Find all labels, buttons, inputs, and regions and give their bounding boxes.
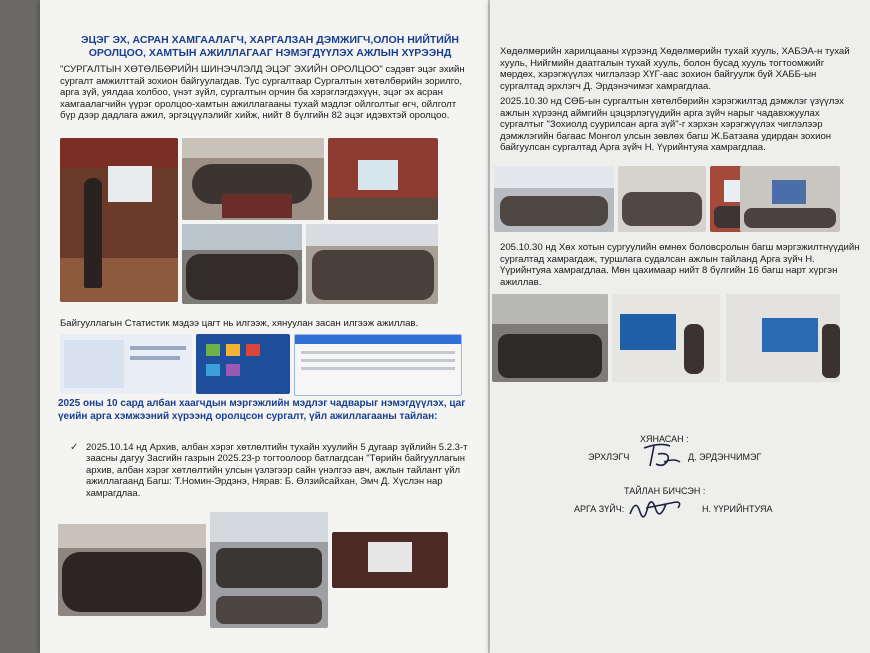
statistics-screenshot-2 [196, 334, 290, 394]
hohhot-training-paragraph: 205.10.30 нд Хөх хотын сургуулийн өмнөх боловсролын багш мэргэжилтнүүдийн сургалтад хамрагдаж, туршлага судалсан ажлын тайланд Арга зүйч Н. Үүрийнтуяа хамрагдлаа. Мөн цахимаар нийт 8 бүлгийн 16 багш нарт хүргэн ажиллав. [500, 242, 860, 288]
workshop-photo-1 [494, 166, 614, 232]
workshop-photo-2 [618, 166, 706, 232]
labor-training-paragraph: Хөдөлмөрийн харилцааны хүрээнд Хөдөлмөрийн тухай хууль, ХАБЭА-н тухай хууль, Нийгмийн даатгалын тухай хууль, болон бусад хууль тогтоомжийг мөрдөх, хэрэгжүүлэх чиглэлээр ХҮГ-аас зохион байгуулж буй ХАББ-ын сургалтад эрхлэгч Д. Эрдэнэчимэг хамрагдлаа. [500, 46, 850, 92]
seminar-photo [182, 224, 302, 304]
stats-caption: Байгууллагын Статистик мэдээ цагт нь илгээж, хянуулан засан илгээж ажиллав. [60, 318, 419, 329]
report-section-heading: 2025 оны 10 сард албан хаагчдын мэргэжлийн мэдлэг чадварыг нэмэгдүүлэх, цаг үеийн арга хэмжээний хүрээнд оролцсон сургалт, үйл ажиллагааны тайлан: [58, 398, 466, 422]
meeting-hall-photo [210, 512, 328, 628]
training-group-photo [58, 524, 206, 616]
workshop-photo-4 [740, 166, 840, 232]
intro-paragraph: "СУРГАЛТЫН ХӨТӨЛБӨРИЙН ШИНЭЧЛЭЛД ЭЦЭГ ЭХИЙН ОРОЛЦОО" сэдэвт эцэг эхийн сургалт амжилттай зохион байгуулагдав. Тус сургалтаар Сургалтын хөтөлбөрийн зорилго, арга зүй, уялдаа холбоо, үнэт зүйл, сургалтын орчин ба хэрэглэгдэхүүн, эцэг эх асран хамгаалагчийн үүрэг оролцоо-хамтын ажиллагааны тухай мэдлэг ойлголтыг өгч, ойлголт бүр дээр дадлага ажил, эргэцүүлэлийг хийж, нийт 8 бүлгийн 82 эцэг идэвхтэй оролцоо. [60, 64, 465, 122]
right-page [490, 0, 870, 653]
prepared-label: ТАЙЛАН БИЧСЭН : [624, 486, 706, 496]
reviewer-role: ЭРХЛЭГЧ [588, 452, 630, 462]
reviewer-name: Д. ЭРДЭНЧИМЭГ [688, 452, 762, 462]
statistics-screenshot-1 [60, 334, 192, 394]
presentation-photo-1 [492, 294, 608, 382]
auditorium-photo [332, 532, 448, 588]
methodology-training-paragraph: 2025.10.30 нд СӨБ-ын сургалтын хөтөлбөрийн хэрэгжилтэд дэмжлэг үзүүлэх ажлын хүрээнд аймгийн цэцэрлэгүүдийн арга зүйч нарыг чадавхжуулах сургалтыг "Зохиолд суурилсан арга зүй"-г хэрхэн хэрэгжүүлэх чиглэлээр дэмжлэгийн багаас Монгол улсын зөвлөх багш Ж.Батзаяа удирдан зохион байгуулсан сургалтад Арга зүйч Н. Үүрийнтуяа хамрагдлаа. [500, 96, 844, 154]
reviewed-label: ХЯНАСАН : [640, 434, 689, 444]
stage-photo [328, 138, 438, 220]
presentation-photo-3 [726, 294, 840, 382]
audience-photo [306, 224, 438, 304]
statistics-screenshot-3 [294, 334, 462, 396]
presentation-photo-2 [612, 294, 720, 382]
section-title: ЭЦЭГ ЭХ, АСРАН ХАМГААЛАГЧ, ХАРГАЛЗАН ДЭМЖИГЧ,ОЛОН НИЙТИЙН ОРОЛЦОО, ХАМТЫН АЖИЛЛАГААГ НЭМЭГДҮҮЛЭХ АЖЛЫН ХҮРЭЭНД [81, 34, 459, 59]
left-page [40, 0, 492, 653]
preparer-name: Н. ҮҮРИЙНТУЯА [702, 504, 773, 514]
parents-meeting-photo [182, 138, 324, 220]
checkmark-icon: ✓ [70, 442, 79, 453]
classroom-photo [60, 138, 178, 302]
archive-training-paragraph: 2025.10.14 нд Архив, албан хэрэг хөтлөлтийн тухайн хуулийн 5 дугаар зүйлийн 5.2.3-т заасны дагуу Засгийн газрын 2025.23-р тогтоолоор батлагдсан "Төрийн байгууллагын архив, албан хэрэг хөтлөлтийн улсын үзлэгээр сайн үнэлгээ авч, ажлын тайлант үйл ажиллагаанд Багш: Т.Номин-Эрдэнэ, Нярав: Б. Өлзийсайхан, Эмч Д. Хүслэн нар хамрагдлаа. [86, 442, 468, 499]
reviewer-signature [640, 440, 684, 470]
preparer-role: АРГА ЗҮЙЧ: [574, 504, 625, 514]
preparer-signature [626, 494, 686, 526]
